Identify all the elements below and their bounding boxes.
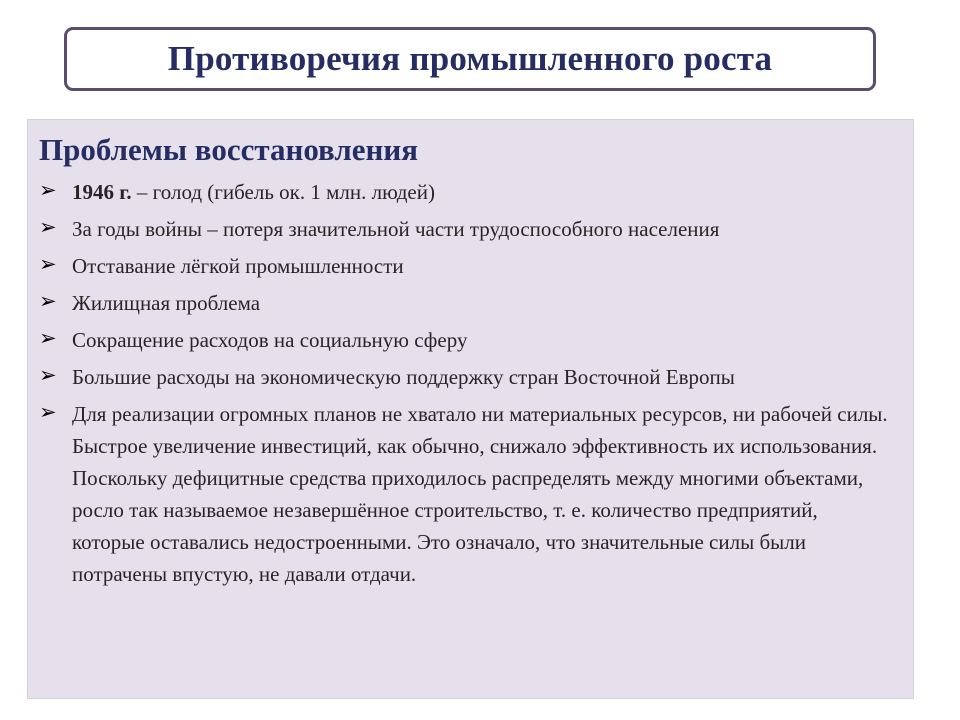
list-item-text: Сокращение расходов на социальную сферу [72,328,468,352]
arrow-bullet-icon: ➢ [39,400,57,424]
list-item [39,287,891,319]
list-item-text: Жилищная проблема [72,291,261,315]
arrow-bullet-icon: ➢ [39,215,57,239]
list-item [39,324,891,356]
list-item [39,250,891,282]
content-panel [27,119,914,699]
list-item-rest: – голод (гибель ок. 1 млн. людей) [131,180,435,204]
list-item [39,176,891,208]
arrow-bullet-icon: ➢ [39,326,57,350]
title-box [64,27,876,91]
section-heading: Проблемы восстановления [39,132,419,167]
list-item-text [72,176,891,208]
list-item-text: Отставание лёгкой промышленности [72,254,404,278]
list-item-text: За годы войны – потеря значительной части трудоспособного населения [72,217,720,241]
list-item-text: Большие расходы на экономическую поддержку стран Восточной Европы [72,365,735,389]
list-item-text: Для реализации огромных планов не хватало ни материальных ресурсов, ни рабочей силы. Быстрое увеличение инвестиций, как обычно, снижало эффективность их использования. Поскольку дефицитные средства приходилось распределять между многими объектами, росло так называемое незавершённое строительство, т. е. количество предприятий, которые оставались недостроенными. Это означало, что значительные силы были потрачены впустую, не давали отдачи. [72,402,888,586]
bullet-list [39,176,891,590]
slide-title: Противоречия промышленного роста [167,39,773,78]
list-item-bold: 1946 г. [72,180,132,204]
list-item [39,213,891,245]
arrow-bullet-icon: ➢ [39,178,57,202]
arrow-bullet-icon: ➢ [39,289,57,313]
list-item [39,398,891,590]
list-item [39,361,891,393]
arrow-bullet-icon: ➢ [39,363,57,387]
arrow-bullet-icon: ➢ [39,252,57,276]
